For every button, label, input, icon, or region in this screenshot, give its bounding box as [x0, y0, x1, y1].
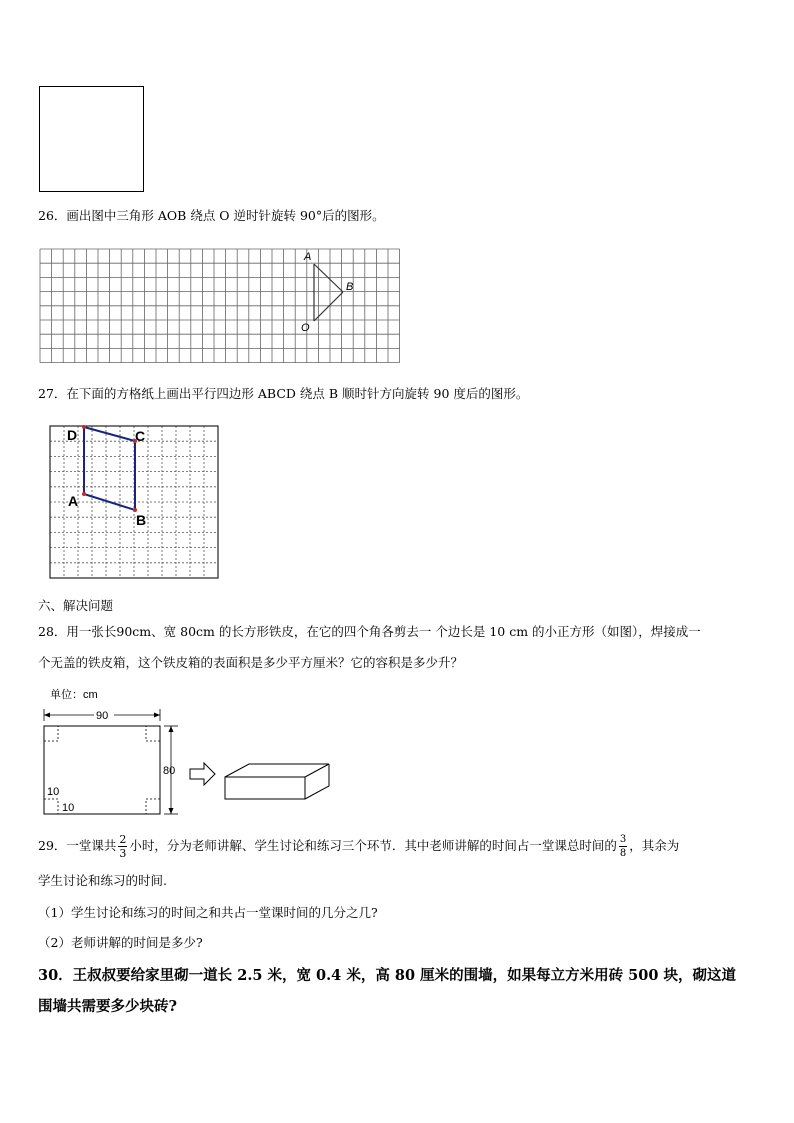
question-28-line1: 28．用一张长90cm、宽 80cm 的长方形铁皮，在它的四个角各剪去一 个边长是 10 cm 的小正方形（如图），焊接成一	[38, 624, 701, 639]
transform-arrow	[190, 763, 215, 785]
q26-label-a: A	[304, 251, 312, 263]
iron-sheet	[44, 726, 160, 814]
point-d	[82, 425, 86, 429]
question-29-line1	[38, 831, 679, 861]
q27-grid-figure	[48, 424, 220, 580]
q28-sheet-figure	[38, 704, 338, 820]
question-26-text: 26．画出图中三角形 AOB 绕点 O 逆时针旋转 90°后的图形。	[38, 208, 385, 223]
open-box	[225, 764, 329, 799]
dim-width-label: 80	[163, 765, 176, 777]
question-28-line2: 个无盖的铁皮箱，这个铁皮箱的表面积是多少平方厘米？它的容积是多少升？	[38, 655, 464, 670]
q27-label-c: C	[135, 428, 146, 444]
dim-corner-label-2: 10	[62, 802, 75, 814]
q29-part-a: 29．一堂课共	[38, 838, 117, 853]
point-a	[82, 492, 86, 496]
question-30-line1: 30．王叔叔要给家里砌一道长 2.5 米，宽 0.4 米，高 80 厘米的围墙，如果每立方米用砖 500 块，砌这道	[38, 967, 736, 984]
q26-grid	[40, 249, 400, 363]
fraction-three-eighths: $\frac{3}{8}$	[619, 834, 627, 859]
dim-corner-label-1: 10	[47, 786, 60, 798]
fraction-two-thirds: $\frac{2}{3}$	[119, 833, 127, 860]
section-6-title: 六、解决问题	[38, 598, 114, 613]
q27-label-d: D	[67, 427, 78, 443]
question-29-sub2: （2）老师讲解的时间是多少?	[38, 935, 203, 950]
question-29-line2: 学生讨论和练习的时间.	[38, 873, 167, 888]
q29-part-c: ，其余为	[629, 838, 680, 853]
corner-cutouts	[44, 726, 160, 814]
question-29-sub1: （1）学生讨论和练习的时间之和共占一堂课时间的几分之几?	[38, 905, 378, 920]
question-30-line2: 围墙共需要多少块砖?	[38, 998, 177, 1015]
q27-label-a: A	[68, 493, 79, 509]
q29-part-b: 小时，分为老师讲解、学生讨论和练习三个环节．其中老师讲解的时间占一堂课总时间的	[129, 838, 617, 853]
unit-label: 单位：cm	[50, 689, 98, 701]
answer-box	[39, 86, 144, 192]
q26-grid-figure	[38, 246, 404, 366]
q27-label-b: B	[136, 512, 147, 528]
dim-length-label: 90	[96, 710, 109, 722]
q26-label-b: B	[346, 281, 354, 293]
q26-label-o: O	[301, 322, 310, 334]
question-27-text: 27．在下面的方格纸上画出平行四边形 ABCD 绕点 B 顺时针方向旋转 90 度后的图形。	[38, 386, 529, 401]
